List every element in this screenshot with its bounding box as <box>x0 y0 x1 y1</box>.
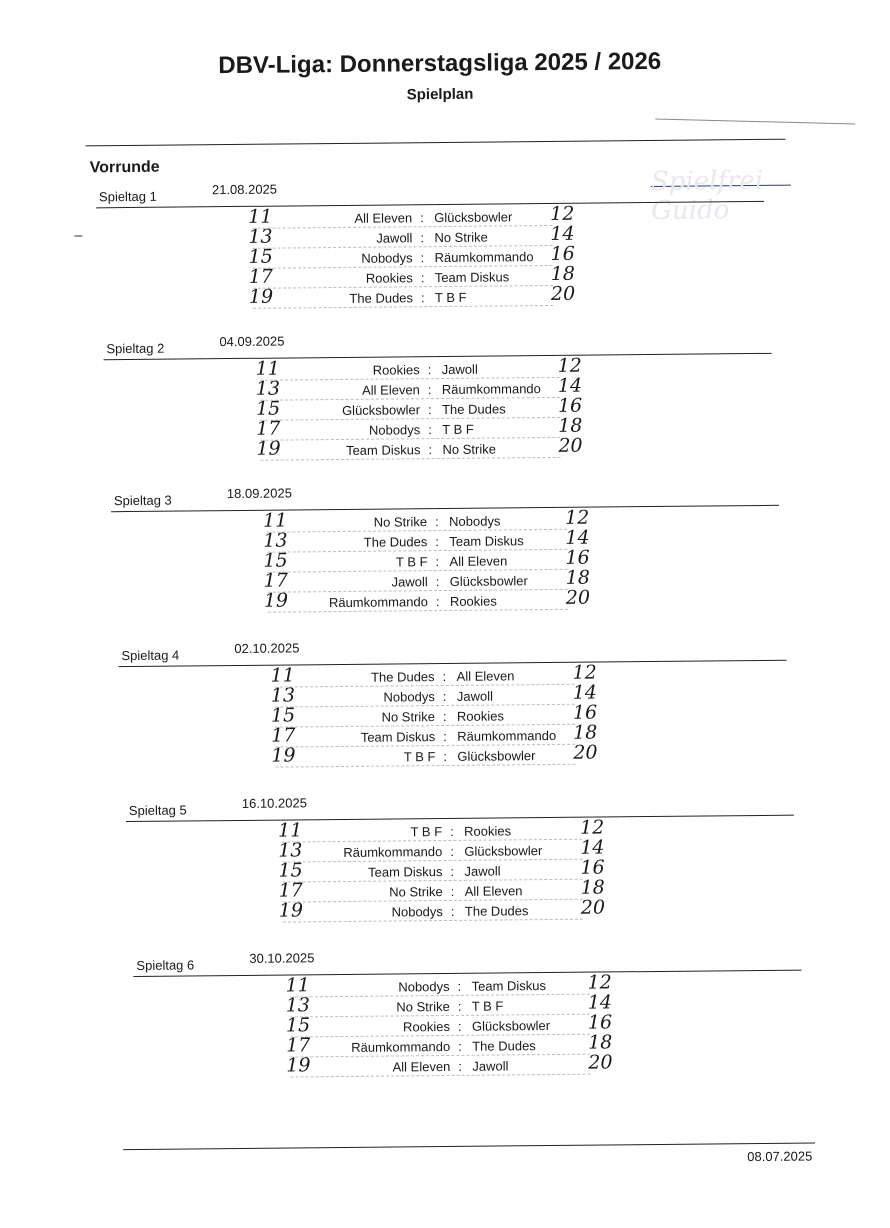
home-number-handwritten: 17 <box>264 570 288 592</box>
home-number-handwritten: 11 <box>248 206 272 228</box>
away-team: Jawoll <box>464 862 604 878</box>
margin-mark <box>74 235 82 236</box>
round-date: 02.10.2025 <box>234 640 299 656</box>
round-label: Spieltag 1 <box>99 189 157 205</box>
match-separator: : <box>443 729 447 744</box>
away-team: Glücksbowler <box>434 209 574 225</box>
home-team: T B F <box>315 749 435 765</box>
home-team: No Strike <box>315 709 435 725</box>
match-separator: : <box>428 402 432 417</box>
away-team: Rookies <box>464 822 604 838</box>
match-separator: : <box>450 864 454 879</box>
home-number-handwritten: 13 <box>286 994 310 1016</box>
away-team: All Eleven <box>449 553 589 569</box>
home-number-handwritten: 19 <box>271 744 295 766</box>
match-separator: : <box>435 514 439 529</box>
away-team: T B F <box>442 421 582 437</box>
away-team: Team Diskus <box>449 533 589 549</box>
away-number-handwritten: 16 <box>588 1011 612 1033</box>
match-separator: : <box>451 904 455 919</box>
rounds-container <box>0 0 884 4</box>
match-separator: : <box>420 210 424 225</box>
footer-date: 08.07.2025 <box>747 1148 812 1164</box>
round-date: 04.09.2025 <box>219 334 284 350</box>
away-team: T B F <box>472 997 612 1013</box>
away-number-handwritten: 18 <box>573 722 597 744</box>
home-team: T B F <box>307 554 427 570</box>
home-team: Team Diskus <box>315 729 435 745</box>
match-separator: : <box>428 382 432 397</box>
round-date: 18.09.2025 <box>227 485 292 501</box>
away-number-handwritten: 12 <box>580 816 604 838</box>
footer-divider <box>123 1142 815 1150</box>
round-divider <box>126 815 794 822</box>
home-team: All Eleven <box>300 382 420 398</box>
match-separator: : <box>443 709 447 724</box>
home-team: All Eleven <box>330 1059 450 1075</box>
away-team: Rookies <box>450 593 590 609</box>
away-team: No Strike <box>442 441 582 457</box>
home-team: Nobodys <box>300 422 420 438</box>
away-number-handwritten: 14 <box>580 836 604 858</box>
match-separator: : <box>436 574 440 589</box>
round-block <box>2 796 890 805</box>
away-team: Glücksbowler <box>464 842 604 858</box>
home-number-handwritten: 19 <box>279 899 303 921</box>
away-number-handwritten: 18 <box>588 1031 612 1053</box>
home-team: No Strike <box>307 514 427 530</box>
home-number-handwritten: 11 <box>278 819 302 841</box>
round-block <box>3 951 890 960</box>
ghost-text-line: Spielfrei <box>651 157 791 187</box>
round-divider <box>119 660 787 667</box>
away-team: The Dudes <box>472 1037 612 1053</box>
home-team: T B F <box>322 824 442 840</box>
page-subtitle: Spielplan <box>0 82 885 108</box>
match-separator: : <box>428 422 432 437</box>
round-date: 21.08.2025 <box>212 182 277 198</box>
faded-bleedthrough-text <box>651 157 802 268</box>
away-number-handwritten: 12 <box>558 355 582 377</box>
match-separator: : <box>435 554 439 569</box>
home-number-handwritten: 15 <box>271 704 295 726</box>
away-number-handwritten: 18 <box>566 567 590 589</box>
home-number-handwritten: 13 <box>263 530 287 552</box>
round-label: Spieltag 5 <box>129 802 187 818</box>
home-number-handwritten: 11 <box>256 358 280 380</box>
away-team: Nobodys <box>449 513 589 529</box>
round-divider <box>104 353 772 360</box>
home-team: No Strike <box>323 884 443 900</box>
away-number-handwritten: 14 <box>550 223 574 245</box>
home-number-handwritten: 17 <box>286 1034 310 1056</box>
away-number-handwritten: 14 <box>565 527 589 549</box>
away-team: Team Diskus <box>435 269 575 285</box>
header-divider <box>86 139 786 147</box>
home-team: Räumkommando <box>308 594 428 610</box>
away-number-handwritten: 12 <box>550 203 574 225</box>
match-separator: : <box>443 689 447 704</box>
home-team: The Dudes <box>293 290 413 306</box>
away-team: Räumkommando <box>435 249 575 265</box>
round-date: 16.10.2025 <box>242 795 307 811</box>
away-number-handwritten: 14 <box>573 682 597 704</box>
home-team: Rookies <box>300 362 420 378</box>
home-team: The Dudes <box>315 669 435 685</box>
away-number-handwritten: 20 <box>581 896 605 918</box>
home-team: The Dudes <box>307 534 427 550</box>
match-separator: : <box>458 999 462 1014</box>
away-team: All Eleven <box>457 668 597 684</box>
round-date: 30.10.2025 <box>249 950 314 966</box>
match-separator: : <box>443 749 447 764</box>
away-team: Jawoll <box>472 1057 612 1073</box>
home-number-handwritten: 15 <box>286 1014 310 1036</box>
away-team: Glücksbowler <box>457 748 597 764</box>
home-number-handwritten: 19 <box>249 286 273 308</box>
home-team: Jawoll <box>308 574 428 590</box>
home-team: Räumkommando <box>330 1039 450 1055</box>
home-number-handwritten: 15 <box>248 246 272 268</box>
away-team: The Dudes <box>465 902 605 918</box>
round-label: Spieltag 4 <box>121 648 179 664</box>
home-team: Nobodys <box>323 904 443 920</box>
away-number-handwritten: 16 <box>580 856 604 878</box>
home-team: Team Diskus <box>322 864 442 880</box>
away-team: Glücksbowler <box>450 573 590 589</box>
round-divider <box>133 970 801 977</box>
home-team: Räumkommando <box>322 844 442 860</box>
home-number-handwritten: 19 <box>256 438 280 460</box>
away-number-handwritten: 14 <box>588 991 612 1013</box>
home-team: Glücksbowler <box>300 402 420 418</box>
home-number-handwritten: 11 <box>263 510 287 532</box>
match-separator: : <box>451 884 455 899</box>
round-label: Spieltag 3 <box>114 493 172 509</box>
match-separator: : <box>458 979 462 994</box>
away-team: T B F <box>435 289 575 305</box>
round-block <box>0 486 889 495</box>
match-separator: : <box>421 270 425 285</box>
match-separator: : <box>421 290 425 305</box>
home-number-handwritten: 17 <box>249 266 273 288</box>
home-team: Nobodys <box>330 979 450 995</box>
home-number-handwritten: 13 <box>256 378 280 400</box>
round-block <box>0 641 890 650</box>
away-number-handwritten: 12 <box>587 971 611 993</box>
match-separator: : <box>458 1059 462 1074</box>
away-team: No Strike <box>434 229 574 245</box>
away-number-handwritten: 18 <box>581 876 605 898</box>
home-team: Team Diskus <box>300 442 420 458</box>
away-team: Räumkommando <box>442 381 582 397</box>
home-number-handwritten: 15 <box>278 859 302 881</box>
home-number-handwritten: 19 <box>286 1054 310 1076</box>
home-team: All Eleven <box>292 210 412 226</box>
away-team: Team Diskus <box>472 977 612 993</box>
scan-smudge-line <box>655 118 855 124</box>
away-team: Jawoll <box>442 361 582 377</box>
match-separator: : <box>420 230 424 245</box>
home-team: Jawoll <box>292 230 412 246</box>
match-separator: : <box>450 824 454 839</box>
home-number-handwritten: 15 <box>256 398 280 420</box>
home-number-handwritten: 11 <box>270 664 294 686</box>
home-number-handwritten: 11 <box>285 974 309 996</box>
home-number-handwritten: 15 <box>263 550 287 572</box>
round-divider <box>111 505 779 512</box>
away-number-handwritten: 16 <box>550 243 574 265</box>
round-label: Spieltag 2 <box>106 341 164 357</box>
away-team: All Eleven <box>465 882 605 898</box>
round-label: Spieltag 6 <box>136 957 194 973</box>
match-separator: : <box>421 250 425 265</box>
match-separator: : <box>436 594 440 609</box>
away-number-handwritten: 20 <box>558 435 582 457</box>
ghost-text-line: Guido <box>651 186 801 235</box>
round-block <box>0 334 887 343</box>
home-number-handwritten: 13 <box>278 839 302 861</box>
away-number-handwritten: 18 <box>551 263 575 285</box>
away-number-handwritten: 12 <box>565 507 589 529</box>
match-separator: : <box>458 1039 462 1054</box>
match-separator: : <box>450 844 454 859</box>
home-team: Nobodys <box>293 250 413 266</box>
home-number-handwritten: 19 <box>264 590 288 612</box>
match-separator: : <box>443 669 447 684</box>
home-team: Nobodys <box>315 689 435 705</box>
home-number-handwritten: 13 <box>271 684 295 706</box>
away-number-handwritten: 12 <box>572 662 596 684</box>
home-number-handwritten: 17 <box>271 724 295 746</box>
section-heading: Vorrunde <box>90 159 160 178</box>
away-team: Glücksbowler <box>472 1017 612 1033</box>
away-number-handwritten: 16 <box>565 547 589 569</box>
away-number-handwritten: 20 <box>551 283 575 305</box>
away-number-handwritten: 16 <box>558 395 582 417</box>
page-title: DBV-Liga: Donnerstagsliga 2025 / 2026 <box>0 46 885 83</box>
away-number-handwritten: 16 <box>573 702 597 724</box>
match-separator: : <box>435 534 439 549</box>
away-team: Räumkommando <box>457 728 597 744</box>
match-separator: : <box>428 362 432 377</box>
away-team: The Dudes <box>442 401 582 417</box>
match-separator: : <box>458 1019 462 1034</box>
away-number-handwritten: 20 <box>566 587 590 609</box>
home-number-handwritten: 13 <box>248 226 272 248</box>
away-number-handwritten: 20 <box>588 1051 612 1073</box>
match-separator: : <box>428 442 432 457</box>
away-number-handwritten: 18 <box>558 415 582 437</box>
home-number-handwritten: 17 <box>256 418 280 440</box>
home-number-handwritten: 17 <box>279 879 303 901</box>
away-team: Rookies <box>457 708 597 724</box>
home-team: No Strike <box>330 999 450 1015</box>
away-number-handwritten: 20 <box>573 742 597 764</box>
home-team: Rookies <box>330 1019 450 1035</box>
away-team: Jawoll <box>457 688 597 704</box>
home-team: Rookies <box>293 270 413 286</box>
away-number-handwritten: 14 <box>558 375 582 397</box>
